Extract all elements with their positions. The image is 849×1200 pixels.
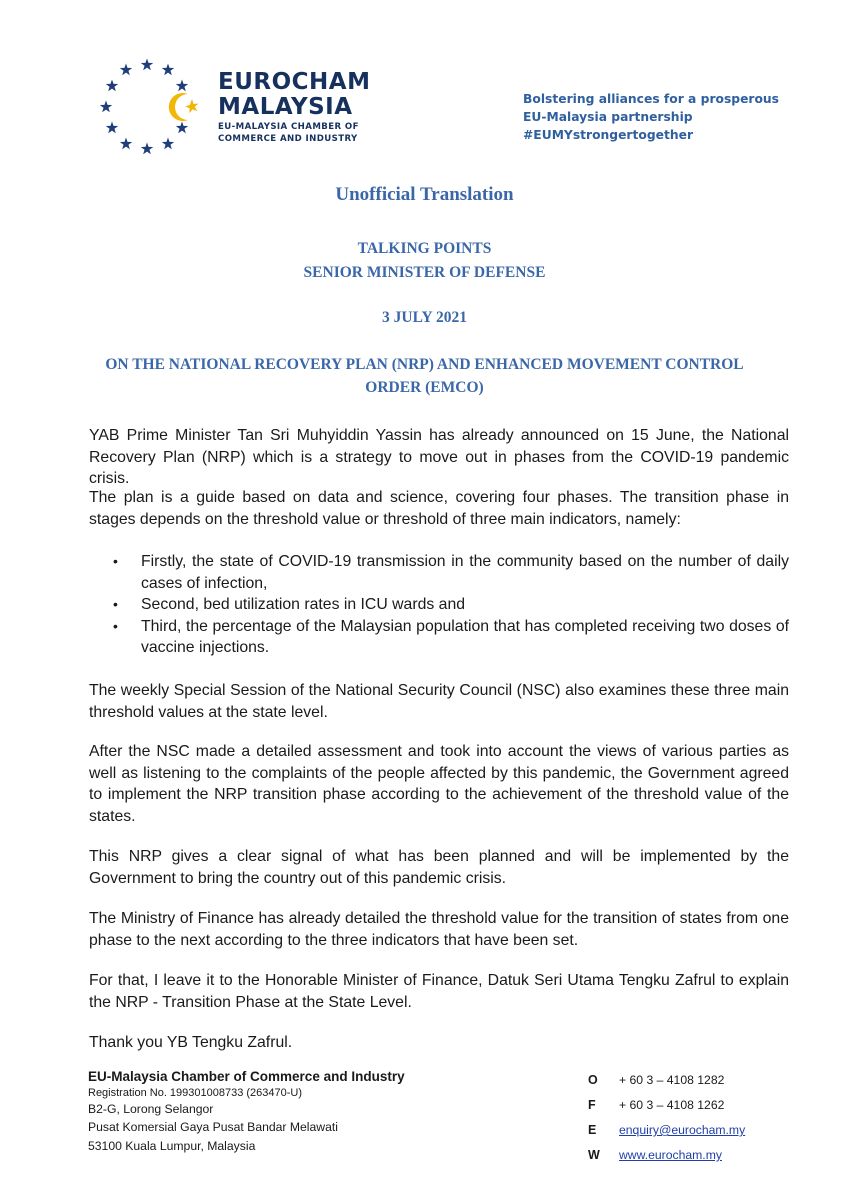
crescent-icon xyxy=(169,93,188,121)
list-item: • Third, the percentage of the Malaysian population that has completed receiving two doses of vaccine injections. xyxy=(113,617,789,656)
website-link[interactable]: www.eurocham.my xyxy=(619,1148,722,1162)
paragraph-1: YAB Prime Minister Tan Sri Muhyiddin Yassin has already announced on 15 June, the National Recovery Plan (NRP) which is a strategy to move out in phases from the COVID-19 pandemic crisis. xyxy=(89,427,789,487)
office-phone: + 60 3 – 4108 1282 xyxy=(619,1073,725,1087)
eurocham-logo xyxy=(92,55,371,160)
tagline: Bolstering alliances for a prosperous EU-Malaysia partnership #EUMYstrongertogether xyxy=(523,92,780,142)
list-item: • Firstly, the state of COVID-19 transmission in the community based on the number of daily cases of infection, xyxy=(113,553,789,592)
paragraph-5: This NRP gives a clear signal of what has been planned and will be implemented by the Government to bring the country out of this pandemic crisis. xyxy=(89,848,789,887)
document-title: ON THE NATIONAL RECOVERY PLAN (NRP) AND ENHANCED MOVEMENT CONTROL ORDER (EMCO) xyxy=(105,356,744,396)
footer-registration: Registration No. 199301008733 (263470-U) xyxy=(88,1087,303,1099)
office-phone-key: O xyxy=(588,1073,598,1087)
logo-subtitle: EU-MALAYSIA CHAMBER OF COMMERCE AND INDUSTRY xyxy=(218,122,359,144)
gold-star-icon xyxy=(185,99,199,113)
bullet-icon: • xyxy=(113,596,118,612)
unofficial-translation-heading: Unofficial Translation xyxy=(335,184,514,205)
paragraph-2: The plan is a guide based on data and science, covering four phases. The transition phase in stages depends on the threshold value or threshold of three main indicators, namely: xyxy=(89,489,789,528)
footer-address-line: 53100 Kuala Lumpur, Malaysia xyxy=(88,1139,256,1153)
paragraph-3: The weekly Special Session of the National Security Council (NSC) also examines these three main threshold values at the state level. xyxy=(89,682,789,721)
footer-address-line: Pusat Komersial Gaya Pusat Bandar Melawati xyxy=(88,1120,338,1134)
email-link[interactable]: enquiry@eurocham.my xyxy=(619,1123,746,1137)
talking-points-heading: TALKING POINTS SENIOR MINISTER OF DEFENSE xyxy=(303,240,546,281)
logo-wordmark: EUROCHAM MALAYSIA xyxy=(218,69,371,120)
footer-organization: EU-Malaysia Chamber of Commerce and Industry xyxy=(88,1069,405,1084)
indicator-list xyxy=(89,551,789,659)
eu-stars-circle-icon xyxy=(92,55,217,160)
fax-number: + 60 3 – 4108 1262 xyxy=(619,1098,725,1112)
paragraph-4: After the NSC made a detailed assessment and took into account the views of various parties as well as listening to the complaints of the people affected by this pandemic, the Government agreed to implement the NRP transition phase according to the achievement of the threshold value of the states. xyxy=(89,743,789,825)
closing-line: Thank you YB Tengku Zafrul. xyxy=(89,1034,293,1051)
footer-address-line: B2-G, Lorong Selangor xyxy=(88,1102,214,1116)
fax-key: F xyxy=(588,1098,596,1112)
bullet-icon: • xyxy=(113,617,118,634)
bullet-icon: • xyxy=(113,553,118,569)
paragraph-7: For that, I leave it to the Honorable Minister of Finance, Datuk Seri Utama Tengku Zafrul to explain the NRP - Transition Phase at the State Level. xyxy=(89,972,789,1011)
email-key: E xyxy=(588,1123,597,1137)
list-item: • Second, bed utilization rates in ICU wards and xyxy=(89,594,789,616)
website-key: W xyxy=(588,1148,600,1162)
document-date: 3 JULY 2021 xyxy=(382,309,467,326)
paragraph-6: The Ministry of Finance has already detailed the threshold value for the transition of states from one phase to the next according to the three indicators that have been set. xyxy=(89,910,789,949)
